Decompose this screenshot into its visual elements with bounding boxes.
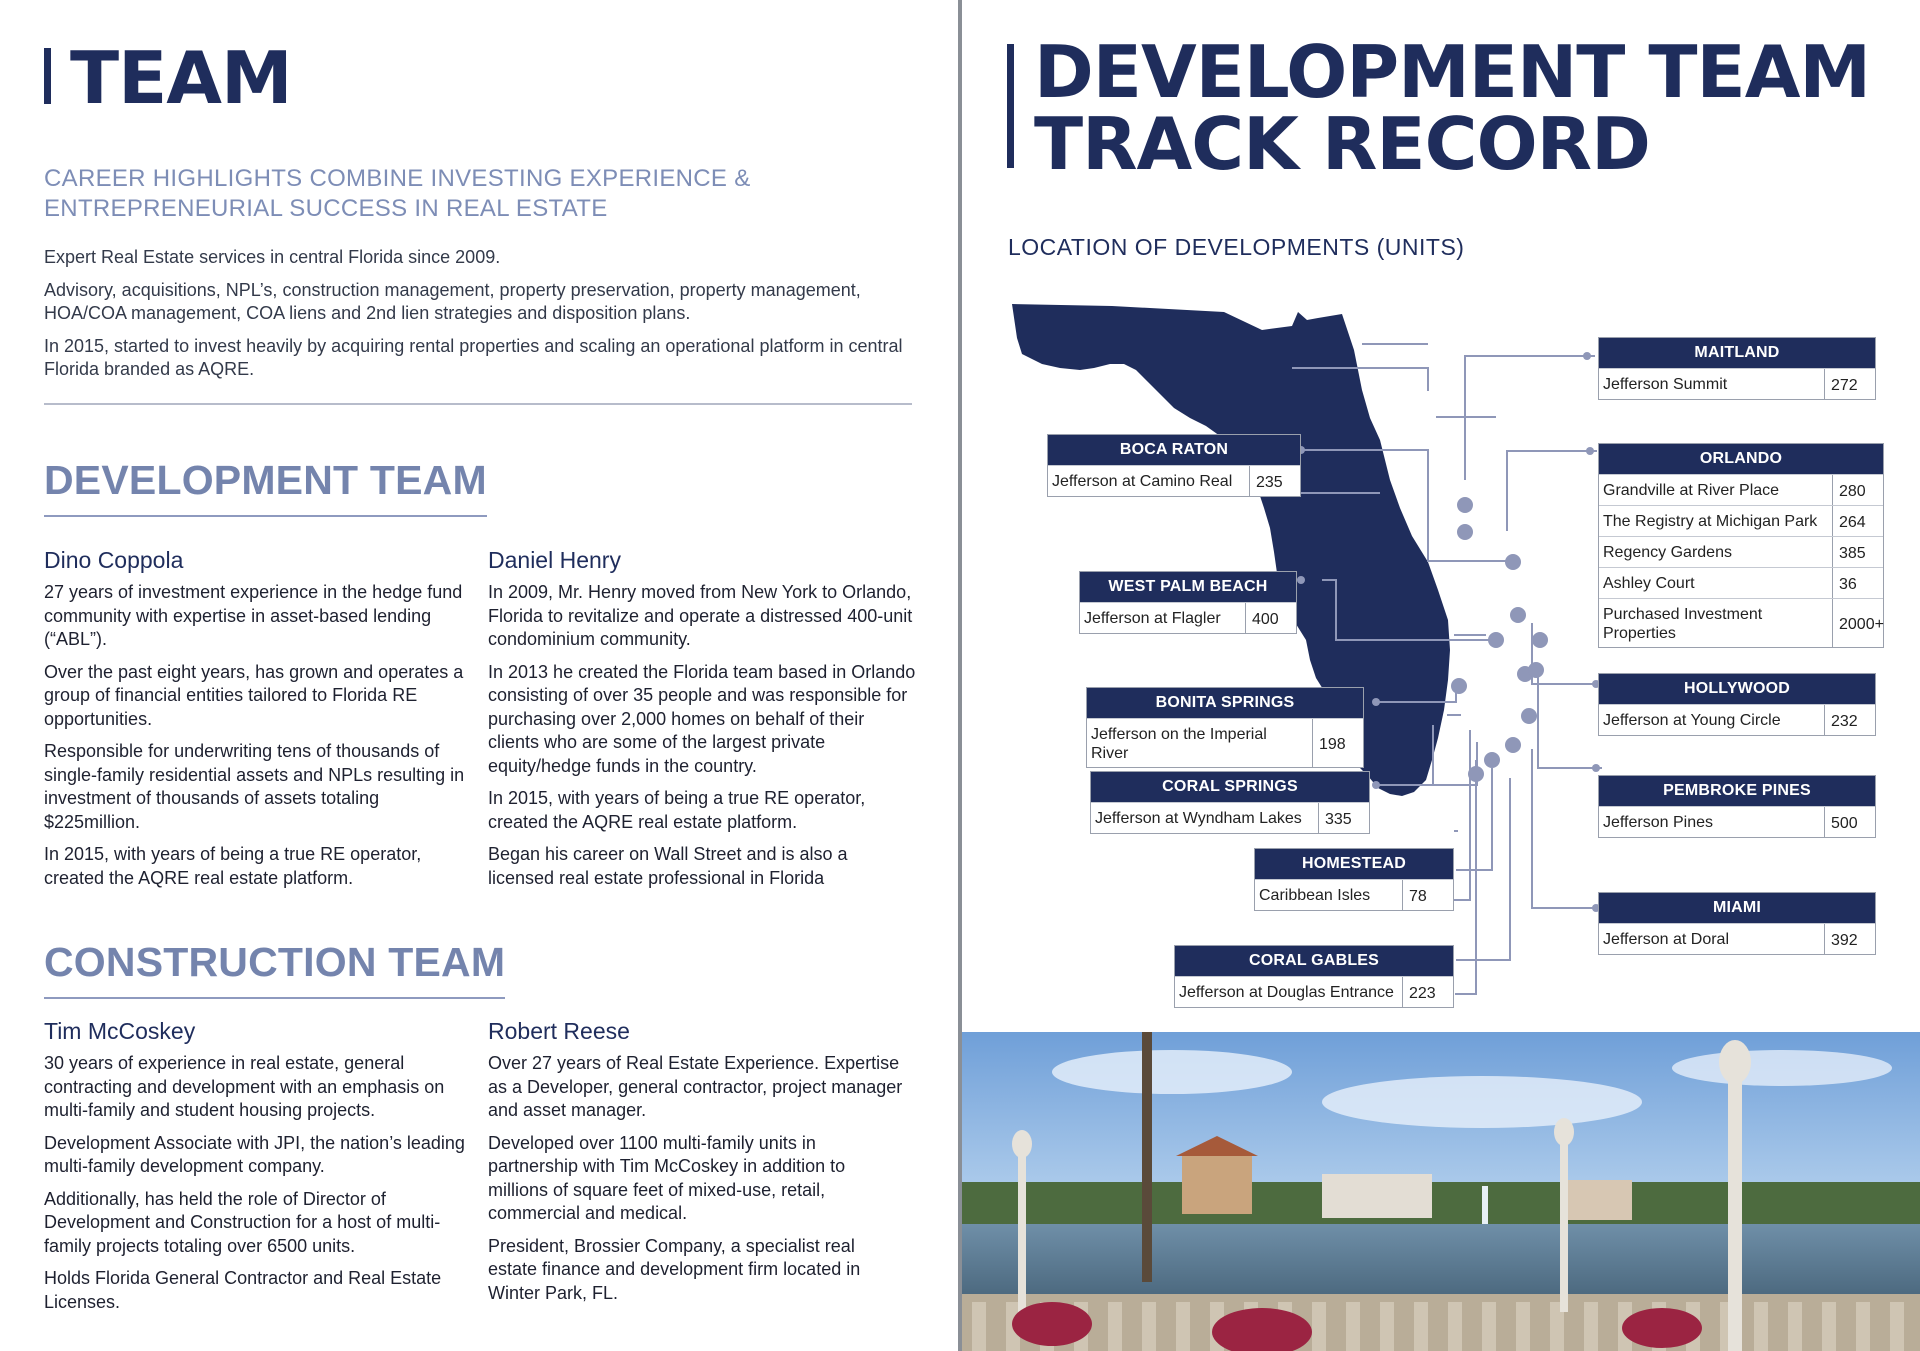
location-city: MAITLAND <box>1599 338 1875 368</box>
pin-dot-maitland-end <box>1583 352 1591 360</box>
unit-count: 264 <box>1839 513 1866 531</box>
pin-dot-pembroke-end <box>1592 764 1600 772</box>
unit-count: 36 <box>1839 575 1857 593</box>
person-name: Tim McCoskey <box>44 1018 196 1044</box>
person-bio: Developed over 1100 multi-family units in partnership with Tim McCoskey in addition to millions of square feet of mixed-use, retail, commercial and medical. <box>488 1132 846 1223</box>
person-bio: In 2015, with years of being a true RE operator, created the AQRE real estate platform. <box>488 788 866 832</box>
location-hollywood <box>1598 673 1876 736</box>
person-bio: Responsible for underwriting tens of thousands of single-family residential assets and NPLs resulting in investment of thousands of assets totaling $225million. <box>44 741 465 832</box>
unit-count: 272 <box>1831 376 1858 394</box>
person-robert-reese <box>488 1018 908 1314</box>
unit-count: 500 <box>1831 814 1858 832</box>
title-line-2: TRACK RECORD <box>1034 102 1650 186</box>
pin-extra-2 <box>1468 766 1484 782</box>
location-city: CORAL GABLES <box>1175 946 1453 976</box>
pin-coral-gables <box>1505 737 1521 753</box>
pin-bonita <box>1532 632 1548 648</box>
development-name: Jefferson at Camino Real <box>1048 466 1250 496</box>
title-accent-bar <box>1007 44 1014 168</box>
location-city: ORLANDO <box>1599 444 1883 474</box>
development-team-heading: DEVELOPMENT TEAM <box>44 460 487 517</box>
lakeside-photo-graphic <box>962 1032 1920 1351</box>
development-name: Jefferson on the Imperial River <box>1087 719 1313 767</box>
pin-homestead <box>1451 678 1467 694</box>
location-city: MIAMI <box>1599 893 1875 923</box>
location-row <box>1599 806 1875 837</box>
unit-count: 78 <box>1409 887 1427 905</box>
person-name: Daniel Henry <box>488 547 621 573</box>
career-highlights-subtitle <box>44 164 804 224</box>
development-name: Jefferson Pines <box>1599 807 1825 837</box>
pin-coral-springs <box>1528 662 1544 678</box>
location-row <box>1080 602 1296 633</box>
pin-dot-wpb-end <box>1297 576 1305 584</box>
unit-count: 400 <box>1252 610 1279 628</box>
development-name: Jefferson at Wyndham Lakes <box>1091 803 1319 833</box>
development-name: Jefferson at Doral <box>1599 924 1825 954</box>
unit-count: 235 <box>1256 473 1283 491</box>
development-name: Jefferson at Douglas Entrance <box>1175 977 1403 1007</box>
person-bio: Additionally, has held the role of Director of Development and Construction for a host of multi-family projects totaling over 6500 units. <box>44 1188 441 1256</box>
title-line-1: DEVELOPMENT TEAM <box>1034 30 1871 114</box>
location-bonita-springs <box>1086 687 1364 768</box>
subtitle-line-1: CAREER HIGHLIGHTS COMBINE INVESTING EXPERIENCE & <box>44 165 751 192</box>
location-coral-gables <box>1174 945 1454 1008</box>
pin-dot-coral-springs-end <box>1372 781 1380 789</box>
person-bio: In 2013 he created the Florida team based in Orlando consisting of over 35 people and was responsible for purchasing over 2,000 homes on behalf of their clients who are some of the largest private equity/hedge funds in the country. <box>488 661 916 776</box>
location-row <box>1087 718 1363 767</box>
location-city: PEMBROKE PINES <box>1599 776 1875 806</box>
intro-paragraph: Advisory, acquisitions, NPL’s, construction management, property preservation, property management, HOA/COA management, COA liens and 2nd lien strategies and disposition plans. <box>44 279 861 323</box>
location-pembroke-pines <box>1598 775 1876 838</box>
person-tim-mccoskey <box>44 1018 474 1323</box>
person-bio: Over the past eight years, has grown and operates a group of financial entities tailored to Florida RE opportunities. <box>44 661 464 729</box>
unit-count: 280 <box>1839 482 1866 500</box>
location-coral-springs <box>1090 771 1370 834</box>
person-bio: Development Associate with JPI, the nation’s leading multi-family development company. <box>44 1132 465 1176</box>
development-name: Grandville at River Place <box>1599 475 1833 505</box>
location-row <box>1091 802 1369 833</box>
construction-team-heading: CONSTRUCTION TEAM <box>44 942 505 999</box>
development-name: Jefferson at Flagler <box>1080 603 1246 633</box>
location-row <box>1599 704 1875 735</box>
person-bio: Holds Florida General Contractor and Real Estate Licenses. <box>44 1268 442 1312</box>
person-bio: President, Brossier Company, a specialist real estate finance and development firm located in Winter Park, FL. <box>488 1235 861 1303</box>
person-dino-coppola <box>44 547 474 899</box>
intro-paragraph: Expert Real Estate services in central Florida since 2009. <box>44 247 501 267</box>
location-city: BOCA RATON <box>1048 435 1300 465</box>
person-bio: Over 27 years of Real Estate Experience. Expertise as a Developer, general contractor, project manager and asset manager. <box>488 1053 903 1120</box>
location-row <box>1599 474 1883 505</box>
unit-count: 335 <box>1325 810 1352 828</box>
person-name: Dino Coppola <box>44 547 184 573</box>
development-name: Ashley Court <box>1599 568 1833 598</box>
pin-hollywood <box>1488 632 1504 648</box>
development-name: Jefferson at Young Circle <box>1599 705 1825 735</box>
location-row <box>1599 923 1875 954</box>
unit-count: 198 <box>1319 735 1346 753</box>
location-row <box>1175 976 1453 1007</box>
development-name: The Registry at Michigan Park <box>1599 506 1833 536</box>
location-row <box>1599 598 1883 647</box>
person-daniel-henry <box>488 547 918 899</box>
location-row <box>1255 879 1453 910</box>
development-name: Jefferson Summit <box>1599 369 1825 399</box>
page-title <box>1034 30 1871 186</box>
location-row <box>1599 536 1883 567</box>
location-city: WEST PALM BEACH <box>1080 572 1296 602</box>
subtitle-line-2: ENTREPRENEURIAL SUCCESS IN REAL ESTATE <box>44 195 608 222</box>
title-accent-bar <box>44 48 51 104</box>
development-name: Caribbean Isles <box>1255 880 1403 910</box>
location-city: HOLLYWOOD <box>1599 674 1875 704</box>
unit-count: 223 <box>1409 984 1436 1002</box>
intro-paragraph: In 2015, started to invest heavily by acquiring rental properties and scaling an operational platform in central Florida branded as AQRE. <box>44 335 903 379</box>
location-city: HOMESTEAD <box>1255 849 1453 879</box>
pin-boca <box>1505 554 1521 570</box>
pin-dot-orlando-end <box>1586 447 1594 455</box>
location-boca-raton <box>1047 434 1301 497</box>
location-row <box>1048 465 1300 496</box>
pin-orlando <box>1457 524 1473 540</box>
location-row <box>1599 567 1883 598</box>
pin-miami <box>1521 708 1537 724</box>
team-page <box>0 0 958 1351</box>
pin-extra-1 <box>1484 752 1500 768</box>
development-name: Regency Gardens <box>1599 537 1833 567</box>
lakeside-photo <box>962 1032 1920 1351</box>
map-title: LOCATION OF DEVELOPMENTS (UNITS) <box>1008 234 1465 260</box>
track-record-page <box>962 0 1920 1351</box>
unit-count: 2000+ <box>1839 615 1884 633</box>
section-divider <box>44 403 912 405</box>
person-bio: In 2009, Mr. Henry moved from New York to Orlando, Florida to revitalize and operate a distressed 400-unit condominium community. <box>488 582 913 649</box>
location-city: CORAL SPRINGS <box>1091 772 1369 802</box>
person-name: Robert Reese <box>488 1018 630 1044</box>
location-west-palm-beach <box>1079 571 1297 634</box>
location-orlando <box>1598 443 1884 648</box>
unit-count: 385 <box>1839 544 1866 562</box>
person-bio: 30 years of experience in real estate, general contracting and development with an emphasis on multi-family and student housing projects. <box>44 1053 445 1120</box>
location-row <box>1599 368 1875 399</box>
location-miami <box>1598 892 1876 955</box>
pin-wpb <box>1510 607 1526 623</box>
pin-dot-bonita-end <box>1372 698 1380 706</box>
location-maitland <box>1598 337 1876 400</box>
page-title: TEAM <box>70 36 292 120</box>
florida-map <box>962 290 1920 1030</box>
unit-count: 392 <box>1831 931 1858 949</box>
location-row <box>1599 505 1883 536</box>
person-bio: Began his career on Wall Street and is also a licensed real estate professional in Florida <box>488 844 848 888</box>
person-bio: 27 years of investment experience in the hedge fund community with expertise in asset-based lending (“ABL”). <box>44 582 463 649</box>
pin-maitland <box>1457 497 1473 513</box>
location-homestead <box>1254 848 1454 911</box>
person-bio: In 2015, with years of being a true RE operator, created the AQRE real estate platform. <box>44 844 422 888</box>
development-name: Purchased Investment Properties <box>1599 599 1833 647</box>
location-city: BONITA SPRINGS <box>1087 688 1363 718</box>
unit-count: 232 <box>1831 712 1858 730</box>
intro-text <box>44 246 924 391</box>
